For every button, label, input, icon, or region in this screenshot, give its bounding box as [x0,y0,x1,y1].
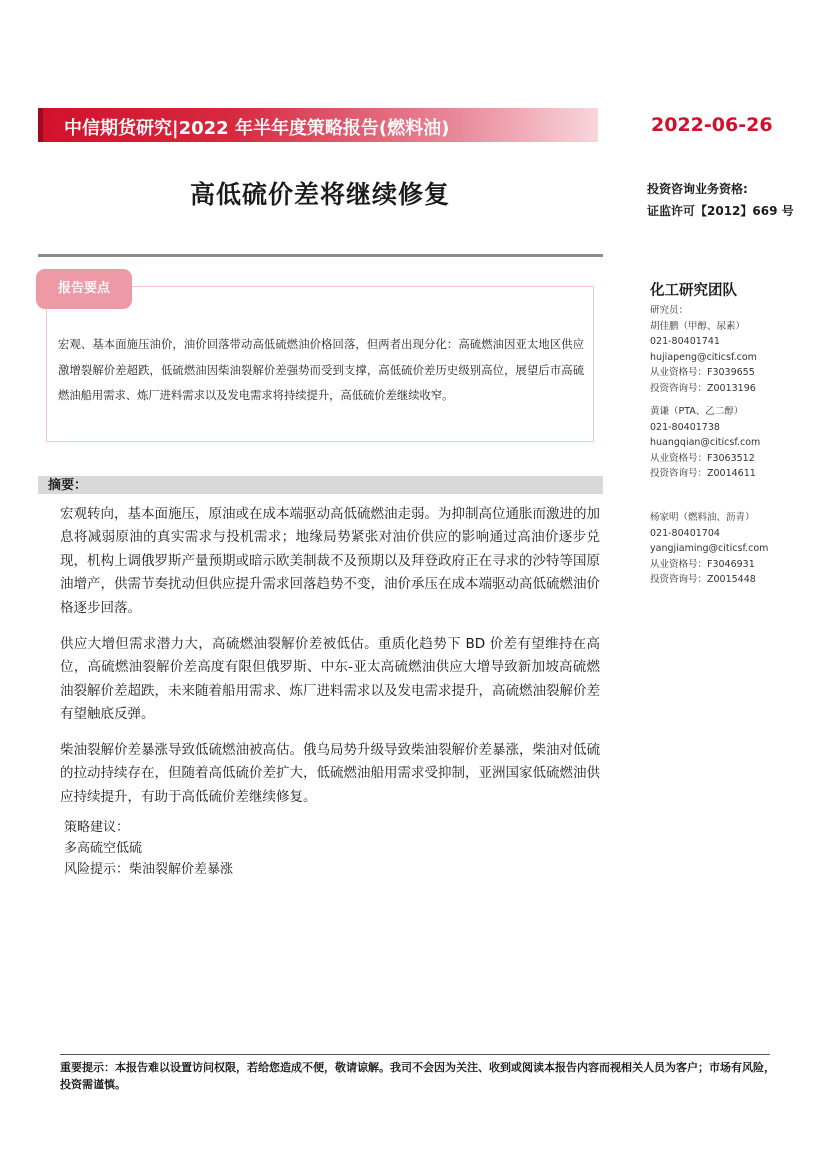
key-points-badge: 报告要点 [36,269,132,309]
abstract-header-bar [38,476,603,494]
analyst-practice-number: 从业资格号：F3063512 [650,452,755,464]
analyst-email[interactable]: huangqian@citicsf.com [650,437,761,449]
strategy-label: 策略建议： [64,820,130,835]
header-divider [38,254,603,257]
report-headline: 高低硫价差将继续修复 [190,180,451,209]
banner-accent-bar [38,108,43,142]
report-date: 2022-06-26 [651,114,773,136]
analyst-phone: 021-80401738 [650,421,720,433]
analyst-email[interactable]: yangjiaming@citicsf.com [650,543,769,555]
analyst-phone: 021-80401704 [650,527,720,539]
analyst-email[interactable]: hujiapeng@citicsf.com [650,351,757,363]
analyst-name: 胡佳鹏（甲醇、尿素） [650,320,746,332]
analyst-name: 黄谦（PTA、乙二醇） [650,406,744,417]
analyst-phone: 021-80401741 [650,336,720,348]
analyst-practice-number: 从业资格号：F3039655 [650,367,755,379]
key-points-text: 宏观、基本面施压油价，油价回落带动高低硫燃油价格回落，但两者出现分化：高硫燃油因亚太地区供应激增裂解价差超跌，低硫燃油因柴油裂解价差强势而受到支撑，高低硫价差历史级别高位，展望后市高硫燃油船用需求、炼厂进料需求以及发电需求将持续提升，高低硫价差继续收窄。 [58,338,584,402]
researcher-label: 研究员： [650,305,689,316]
analyst-card [650,510,768,588]
footer-divider [60,1054,770,1055]
analyst-practice-number: 从业资格号：F3046931 [650,558,755,570]
abstract-paragraph: 供应大增但需求潜力大，高硫燃油裂解价差被低估。重质化趋势下 BD 价差有望维持在高位，高硫燃油裂解价差高度有限但俄罗斯、中东-亚太高硫燃油供应大增导致新加坡高硫燃油裂解价差超跌，未来随着船用需求、炼厂进料需求以及发电需求提升，高硫燃油裂解价差有望触底反弹。 [60,636,600,723]
license-number: 证监许可【2012】669 号 [647,204,794,218]
disclaimer-text: 重要提示：本报告难以设置访问权限，若给您造成不便，敬请谅解。我司不会因为关注、收到或阅读本报告内容而视相关人员为客户；市场有风险，投资需谨慎。 [60,1061,775,1091]
team-title: 化工研究团队 [650,283,737,299]
abstract-label: 摘要： [48,478,88,493]
analyst-advisory-number: 投资咨询号：Z0014611 [650,468,756,480]
risk-warning: 风险提示：柴油裂解价差暴涨 [64,862,234,877]
analyst-name: 杨家明（燃料油、沥青） [650,512,755,523]
analyst-card [650,404,760,482]
analyst-advisory-number: 投资咨询号：Z0015448 [650,574,756,586]
license-title: 投资咨询业务资格: [647,182,748,196]
analyst-card [650,303,757,397]
analyst-advisory-number: 投资咨询号：Z0013196 [650,382,756,394]
abstract-paragraph: 柴油裂解价差暴涨导致低硫燃油被高估。俄乌局势升级导致柴油裂解价差暴涨，柴油对低硫的拉动持续存在，但随着高低硫价差扩大，低硫燃油船用需求受抑制，亚洲国家低硫燃油供应持续提升，有助于高低硫价差继续修复。 [60,742,600,805]
strategy-value: 多高硫空低硫 [64,841,143,856]
abstract-paragraph: 宏观转向，基本面施压，原油或在成本端驱动高低硫燃油走弱。为抑制高位通胀而激进的加息将减弱原油的真实需求与投机需求；地缘局势紧张对油价供应的影响通过高油价逐步兑现，机构上调俄罗斯产量预期或暗示欧美制裁不及预期以及拜登政府正在寻求的沙特等国原油增产，供需节奏扰动但供应提升需求回落趋势不变，油价承压在成本端驱动高低硫燃油价格逐步回落。 [60,506,600,616]
banner-title: 中信期货研究|2022 年半年度策略报告(燃料油) [64,118,450,139]
